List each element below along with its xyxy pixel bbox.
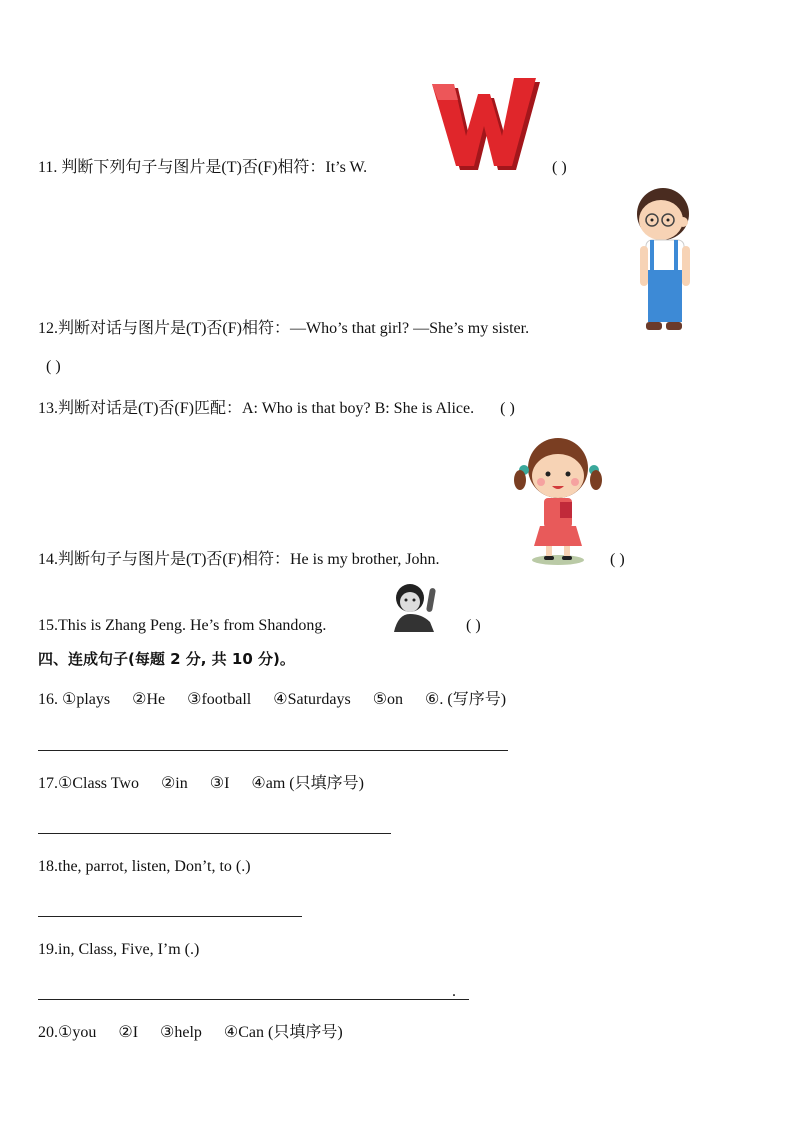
question-12 — [38, 319, 529, 339]
letter-w-image — [428, 74, 546, 174]
question-16: 16. ①plays ②He ③football ④Saturdays ⑤on ⑥. (写序号) — [38, 691, 507, 708]
question-11 — [38, 158, 367, 178]
answer-line-16[interactable] — [38, 750, 508, 751]
answer-line-19[interactable] — [38, 999, 469, 1000]
question-17: 17.①Class Two ②in ③I ④am (只填序号) — [38, 775, 364, 792]
question-12-text: 12.判断对话与图片是(T)否(F)相符：—Who’s that girl? —She’s my sister. — [38, 320, 530, 337]
zhang-peng-image — [390, 578, 438, 632]
section-4-heading: 四、连成句子(每题 2 分, 共 10 分)。 — [38, 650, 295, 668]
question-19: 19.in, Class, Five, I’m (.) — [38, 941, 200, 958]
question-15 — [38, 616, 326, 636]
answer-line-18[interactable] — [38, 916, 302, 917]
question-15-text: 15.This is Zhang Peng. He’s from Shandong. — [38, 617, 327, 634]
question-12-answer[interactable]: ( ) — [46, 358, 61, 375]
question-13-text: 13.判断对话是(T)否(F)匹配：A: Who is that boy? B: She is Alice. — [38, 400, 475, 417]
question-14 — [38, 550, 440, 570]
girl-image — [514, 432, 602, 566]
question-13-answer[interactable]: ( ) — [500, 400, 515, 417]
boy-image — [628, 184, 698, 334]
question-11-text: 11. 判断下列句子与图片是(T)否(F)相符：It’s W. — [38, 159, 368, 176]
answer-line-17[interactable] — [38, 833, 391, 834]
answer-19-end-dot: . — [452, 983, 456, 1000]
question-14-text: 14.判断句子与图片是(T)否(F)相符：He is my brother, John. — [38, 551, 440, 568]
question-20: 20.①you ②I ③help ④Can (只填序号) — [38, 1024, 343, 1041]
question-14-answer[interactable]: ( ) — [610, 551, 625, 568]
question-11-answer[interactable]: ( ) — [552, 159, 567, 176]
question-13 — [38, 399, 515, 419]
question-18: 18.the, parrot, listen, Don’t, to (.) — [38, 858, 251, 875]
question-15-answer[interactable]: ( ) — [466, 617, 481, 634]
